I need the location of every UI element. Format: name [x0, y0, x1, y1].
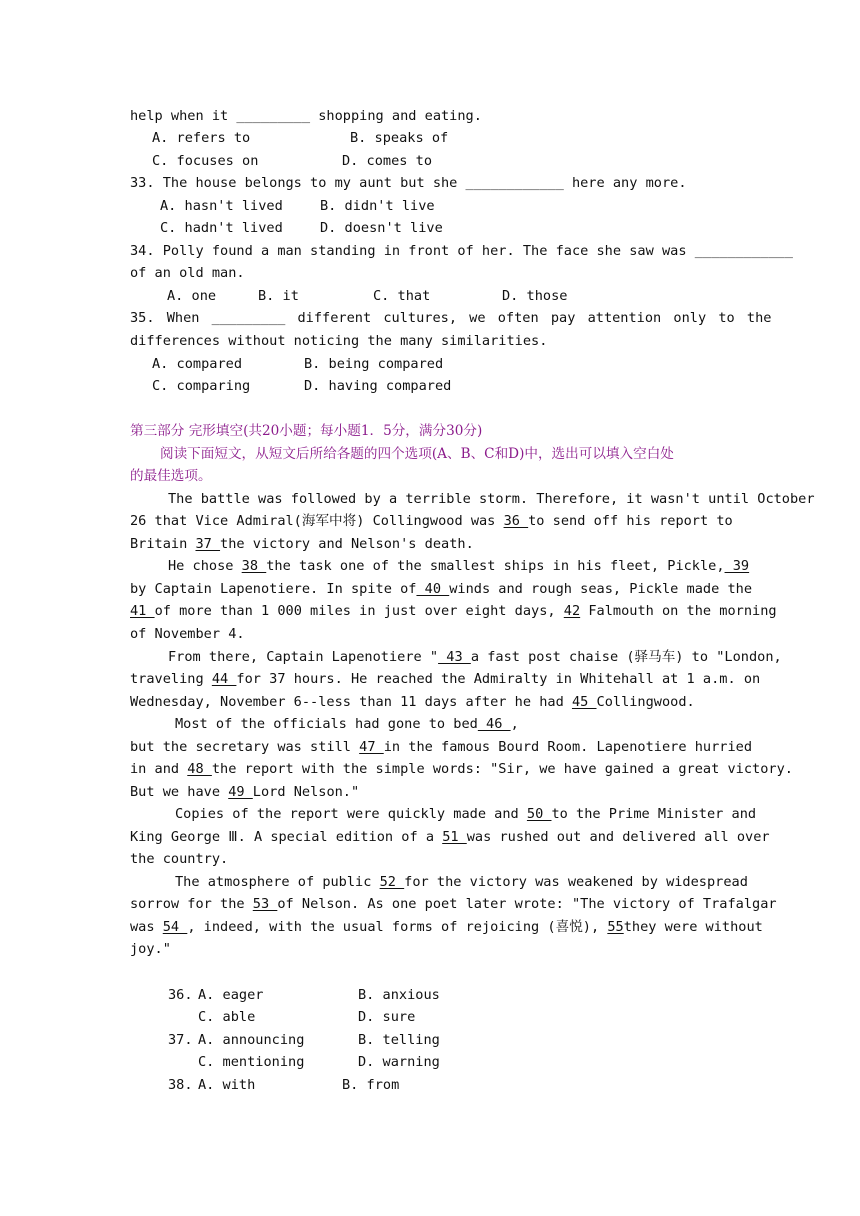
passage-text: sorrow for the [130, 896, 253, 912]
q33-options-row1 [130, 195, 735, 218]
q33-options-row2 [130, 217, 735, 240]
q37-options-row1 [130, 1029, 735, 1052]
passage-line [130, 691, 735, 714]
blank-41: 41 [130, 603, 155, 619]
q35-option-d: D. having compared [304, 378, 452, 394]
passage-line: of November 4. [130, 626, 245, 642]
q32-stem: help when it _________ shopping and eating. [130, 108, 482, 124]
q35-options-row1 [130, 353, 735, 376]
q35-stem-line2: differences without noticing the many similarities. [130, 333, 548, 349]
passage-text: of more than 1 000 miles in just over eight days, [154, 603, 564, 619]
passage-text: He chose [168, 558, 242, 574]
q34-stem-line2: of an old man. [130, 265, 245, 281]
q36-options-row2 [130, 1006, 735, 1029]
passage-text: traveling [130, 671, 212, 687]
q33-option-d: D. doesn't live [320, 220, 443, 236]
passage-line [130, 758, 793, 781]
passage-line: joy." [130, 941, 171, 957]
q34-stem-line1: 34. Polly found a man standing in front of her. The face she saw was ____________ [130, 243, 793, 259]
q35-option-a: A. compared [152, 356, 243, 372]
section3-instruction-line1: 阅读下面短文，从短文后所给各题的四个选项(A、B、C和D)中，选出可以填入空白处 [160, 446, 674, 462]
section3-heading: 第三部分 完形填空(共20小题；每小题1．5分，满分30分) [130, 423, 483, 439]
passage-text: Copies of the report were quickly made and [175, 806, 527, 822]
blank-44: 44 [211, 671, 237, 687]
q35-option-c: C. comparing [152, 378, 251, 394]
q38-number: 38. [168, 1077, 193, 1093]
passage-text: winds and rough seas, Pickle made the [449, 581, 753, 597]
blank-42: 42 [563, 603, 581, 619]
passage-text: Britain [130, 536, 196, 552]
q32-options-row2 [130, 150, 735, 173]
passage-line [175, 871, 748, 894]
passage-text: to send off his report to [528, 513, 733, 529]
q34-option-a: A. one [167, 288, 217, 304]
q33-stem: 33. The house belongs to my aunt but she ____________ here any more. [130, 175, 687, 191]
q38-option-a: A. with [198, 1077, 256, 1093]
passage-text: Collingwood. [596, 694, 695, 710]
q36-option-b: B. anxious [358, 987, 440, 1003]
passage-text: Wednesday, November 6--less than 11 days after he had [130, 694, 572, 710]
passage-text: King George Ⅲ. A special edition of a [130, 829, 443, 845]
q33-option-a: A. hasn't lived [160, 198, 283, 214]
passage-text: , indeed, with the usual forms of rejoicing (喜悦), [187, 919, 608, 935]
q32-option-a: A. refers to [152, 130, 251, 146]
passage-text: in and [130, 761, 188, 777]
q37-option-a: A. announcing [198, 1032, 305, 1048]
passage-line [130, 668, 761, 691]
passage-text: Falmouth on the morning [580, 603, 777, 619]
passage-text: Lord Nelson." [252, 784, 360, 800]
q37-option-d: D. warning [358, 1054, 440, 1070]
q34-option-d: D. those [502, 288, 568, 304]
blank-53: 53 [252, 896, 278, 912]
q38-option-b: B. from [342, 1077, 400, 1093]
q37-number: 37. [168, 1032, 193, 1048]
passage-line [130, 578, 753, 601]
q36-option-c: C. able [198, 1009, 256, 1025]
passage-text: Most of the officials had gone to bed [175, 716, 478, 732]
blank-43: 43 [438, 649, 471, 665]
passage-line: the country. [130, 851, 229, 867]
q36-option-a: A. eager [198, 987, 264, 1003]
passage-line: The battle was followed by a terrible storm. Therefore, it wasn't until October [168, 491, 815, 507]
passage-line [175, 713, 735, 736]
passage-text: in the famous Bourd Room. Lapenotiere hurried [383, 739, 753, 755]
blank-38: 38 [241, 558, 267, 574]
q33-option-c: C. hadn't lived [160, 220, 283, 236]
passage-line [130, 533, 735, 556]
passage-line [130, 893, 777, 916]
passage-line [168, 555, 750, 578]
passage-text: but the secretary was still [130, 739, 360, 755]
q37-options-row2 [130, 1051, 735, 1074]
passage-line [168, 646, 782, 669]
passage-text: for the victory was weakened by widespread [404, 874, 748, 890]
q36-options-row1 [130, 984, 735, 1007]
blank-37: 37 [195, 536, 221, 552]
passage-line [175, 803, 757, 826]
passage-text: for 37 hours. He reached the Admiralty in Whitehall at 1 a.m. on [236, 671, 761, 687]
passage-line [130, 600, 777, 623]
passage-text: the victory and Nelson's death. [220, 536, 474, 552]
q34-option-b: B. it [258, 288, 299, 304]
q38-options-row1 [130, 1074, 735, 1097]
q34-options [130, 285, 735, 308]
passage-line [130, 916, 763, 939]
blank-40: 40 [416, 581, 450, 597]
blank-52: 52 [379, 874, 405, 890]
passage-line [130, 736, 753, 759]
passage-text: a fast post chaise (驿马车) to "London, [470, 649, 782, 665]
passage-line [130, 826, 770, 849]
passage-line [130, 510, 735, 533]
blank-46: 46 [477, 716, 511, 732]
q37-option-b: B. telling [358, 1032, 440, 1048]
q36-option-d: D. sure [358, 1009, 416, 1025]
blank-47: 47 [359, 739, 384, 755]
passage-text: From there, Captain Lapenotiere " [168, 649, 439, 665]
blank-55: 55 [607, 919, 624, 935]
q32-option-d: D. comes to [342, 153, 433, 169]
blank-36: 36 [503, 513, 529, 529]
q33-option-b: B. didn't live [320, 198, 435, 214]
passage-line [130, 781, 735, 804]
passage-text: 26 that Vice Admiral(海军中将) Collingwood was [130, 513, 504, 529]
passage-text: they were without [623, 919, 763, 935]
passage-text: the report with the simple words: "Sir, we have gained a great victory. [211, 761, 793, 777]
passage-text: was rushed out and delivered all over [466, 829, 770, 845]
passage-text: of Nelson. As one poet later wrote: "The victory of Trafalgar [277, 896, 777, 912]
passage-text: , [510, 716, 519, 732]
q35-option-b: B. being compared [304, 356, 444, 372]
blank-49: 49 [228, 784, 253, 800]
q32-option-c: C. focuses on [152, 153, 259, 169]
q37-option-c: C. mentioning [198, 1054, 305, 1070]
passage-text: The atmosphere of public [175, 874, 380, 890]
q36-number: 36. [168, 987, 193, 1003]
passage-text: But we have [130, 784, 229, 800]
blank-45: 45 [571, 694, 597, 710]
blank-48: 48 [187, 761, 212, 777]
blank-51: 51 [442, 829, 467, 845]
q32-options-row1 [130, 127, 735, 150]
blank-54: 54 [162, 919, 188, 935]
blank-50: 50 [526, 806, 552, 822]
passage-text: the task one of the smallest ships in his fleet, Pickle, [266, 558, 725, 574]
q34-option-c: C. that [373, 288, 431, 304]
passage-text: was [130, 919, 163, 935]
passage-text: to the Prime Minister and [551, 806, 757, 822]
blank-39: 39 [724, 558, 750, 574]
q35-options-row2 [130, 375, 735, 398]
section3-instruction-line2: 的最佳选项。 [130, 468, 212, 484]
passage-text: by Captain Lapenotiere. In spite of [130, 581, 417, 597]
q35-stem-line1: 35. When _________ different cultures, we often pay attention only to the [130, 310, 772, 326]
q32-option-b: B. speaks of [350, 130, 449, 146]
